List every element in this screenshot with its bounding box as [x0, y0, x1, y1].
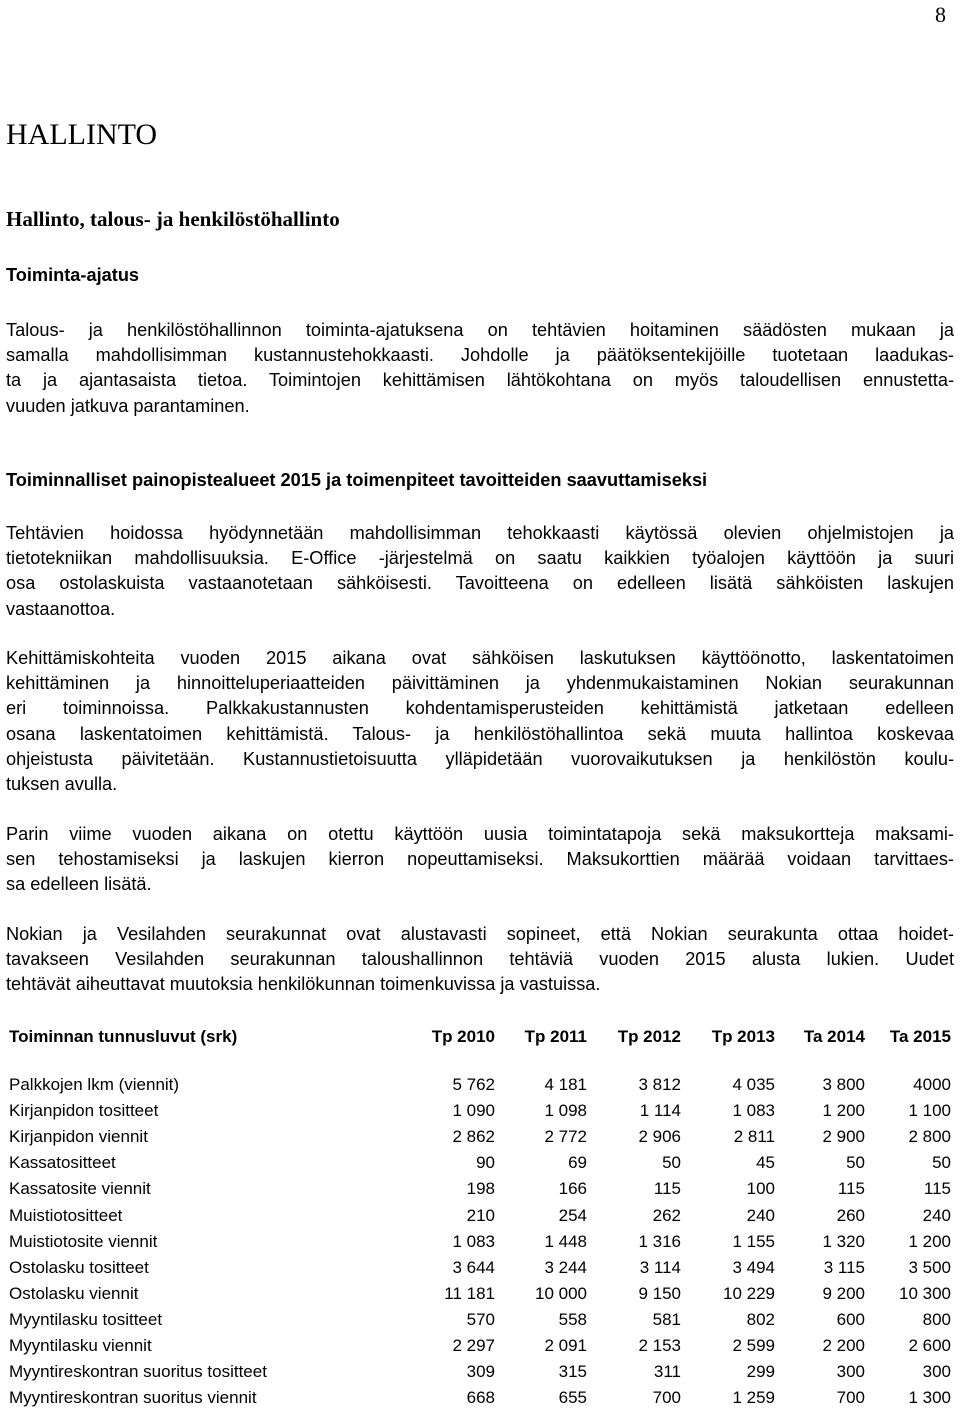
- row-value: 10 000: [535, 1283, 587, 1303]
- row-value: 2 906: [638, 1127, 681, 1147]
- key-figures-table: [9, 1021, 951, 1411]
- table-row: [9, 1124, 951, 1150]
- row-value: 311: [653, 1362, 681, 1382]
- row-value: 100: [746, 1179, 775, 1199]
- row-value: 1 090: [452, 1101, 495, 1121]
- row-value: 5 762: [452, 1075, 495, 1095]
- row-value: 2 800: [908, 1127, 951, 1147]
- main-title: HALLINTO: [6, 118, 158, 151]
- row-value: 262: [652, 1205, 681, 1225]
- row-value: 10 229: [723, 1283, 775, 1303]
- focus-paragraph-1: [6, 521, 954, 622]
- row-value: 2 297: [452, 1335, 495, 1355]
- table-header-year: Tp 2013: [711, 1026, 775, 1046]
- row-label: Kassatosite viennit: [9, 1179, 151, 1199]
- row-value: 50: [932, 1153, 951, 1173]
- row-value: 299: [746, 1362, 775, 1382]
- row-value: 558: [558, 1309, 587, 1329]
- row-value: 1 316: [638, 1231, 681, 1251]
- table-header-year: Tp 2010: [431, 1026, 495, 1046]
- text-line: Tehtävien hoidossa hyödynnetään mahdollisimman tehokkaasti käytössä olevien ohjelmistojen ja: [6, 523, 954, 543]
- text-line: samalla mahdollisimman kustannustehokkaasti. Johdolle ja päätöksentekijöille tuotetaan laadukas-: [6, 345, 954, 366]
- row-value: 3 800: [822, 1075, 865, 1095]
- row-value: 300: [836, 1362, 865, 1382]
- table-header-year: Tp 2011: [524, 1026, 587, 1046]
- row-value: 50: [846, 1153, 865, 1173]
- focus-paragraph-3: [6, 822, 954, 898]
- row-value: 2 599: [732, 1335, 775, 1355]
- row-value: 10 300: [899, 1283, 951, 1303]
- row-value: 2 862: [452, 1127, 495, 1147]
- row-value: 69: [568, 1153, 587, 1173]
- row-value: 2 772: [544, 1127, 587, 1147]
- text-line: Nokian ja Vesilahden seurakunnat ovat alustavasti sopineet, että Nokian seurakunta ottaa hoidet-: [6, 924, 954, 944]
- row-value: 210: [466, 1205, 495, 1225]
- row-label: Muistiotosite viennit: [9, 1231, 158, 1251]
- row-value: 3 500: [908, 1257, 951, 1277]
- text-line: tietotekniikan mahdollisuuksia. E-Office -järjestelmä on saatu kaikkien työalojen käyttöön ja suuri: [6, 548, 954, 569]
- row-label: Myyntilasku tositteet: [9, 1309, 163, 1329]
- table-row: [9, 1202, 951, 1228]
- table-row: [9, 1229, 951, 1255]
- row-value: 802: [746, 1309, 775, 1329]
- table-row: [9, 1281, 951, 1307]
- row-value: 1 083: [732, 1101, 775, 1121]
- row-label: Ostolasku tositteet: [9, 1257, 149, 1277]
- row-value: 4000: [913, 1075, 951, 1095]
- row-value: 166: [558, 1179, 587, 1199]
- row-value: 254: [558, 1205, 587, 1225]
- row-value: 240: [746, 1205, 775, 1225]
- table-header-year: Ta 2014: [803, 1026, 865, 1046]
- row-value: 1 200: [822, 1101, 865, 1121]
- text-line: sen tehostamiseksi ja laskujen kierron nopeuttamiseksi. Maksukorttien määrää voidaan tarvittaes-: [6, 849, 954, 870]
- row-label: Myyntilasku viennit: [9, 1335, 152, 1355]
- row-value: 1 259: [732, 1388, 775, 1408]
- focus-paragraph-2: [6, 646, 954, 797]
- row-value: 1 155: [732, 1231, 775, 1251]
- row-label: Kirjanpidon viennit: [9, 1127, 148, 1147]
- row-value: 9 200: [822, 1283, 865, 1303]
- row-value: 2 900: [822, 1127, 865, 1147]
- mission-heading: Toiminta-ajatus: [6, 265, 140, 285]
- table-row: [9, 1359, 951, 1385]
- row-value: 300: [922, 1362, 951, 1382]
- row-value: 1 448: [544, 1231, 587, 1251]
- row-value: 1 100: [908, 1101, 951, 1121]
- row-value: 50: [662, 1153, 681, 1173]
- row-value: 3 644: [452, 1257, 495, 1277]
- text-line: osana laskentatoimen kehittämistä. Talous- ja henkilöstöhallintoa sekä muuta hallintoa koskevaa: [6, 723, 954, 744]
- row-value: 3 114: [639, 1257, 681, 1277]
- row-value: 1 083: [452, 1231, 495, 1251]
- row-value: 11 181: [444, 1283, 495, 1303]
- row-value: 198: [466, 1179, 495, 1199]
- table-row: [9, 1255, 951, 1281]
- row-label: Myyntireskontran suoritus viennit: [9, 1388, 257, 1408]
- row-value: 240: [922, 1205, 951, 1225]
- row-value: 700: [836, 1388, 865, 1408]
- row-label: Myyntireskontran suoritus tositteet: [9, 1362, 267, 1382]
- table-row: [9, 1098, 951, 1124]
- table-row: [9, 1072, 951, 1098]
- table-row: [9, 1150, 951, 1176]
- row-value: 1 320: [822, 1231, 865, 1251]
- mission-paragraph: [6, 318, 954, 419]
- table-row: [9, 1333, 951, 1359]
- table-header-row: [9, 1021, 951, 1052]
- table-header-year: Tp 2012: [617, 1026, 681, 1046]
- row-value: 3 244: [544, 1257, 587, 1277]
- text-line: kehittäminen ja hinnoitteluperiaatteiden päivittäminen ja yhdenmukaistaminen Nokian seurakunnan: [6, 673, 954, 694]
- row-label: Kassatositteet: [9, 1153, 116, 1173]
- row-value: 90: [476, 1153, 495, 1173]
- row-value: 260: [836, 1205, 865, 1225]
- table-row: [9, 1176, 951, 1202]
- text-line: osa ostolaskuista vastaanotetaan sähköisesti. Tavoitteena on edelleen lisätä sähköisten laskujen: [6, 573, 954, 594]
- text-line: tehtävät aiheuttavat muutoksia henkilökunnan toimenkuvissa ja vastuissa.: [6, 974, 601, 995]
- row-value: 2 091: [544, 1335, 587, 1355]
- row-label: Kirjanpidon tositteet: [9, 1101, 159, 1121]
- row-value: 1 200: [908, 1231, 951, 1251]
- text-line: sa edelleen lisätä.: [6, 874, 152, 895]
- row-label: Muistiotositteet: [9, 1205, 123, 1225]
- page-number: 8: [935, 2, 946, 27]
- section-title: Hallinto, talous- ja henkilöstöhallinto: [6, 207, 340, 231]
- table-body: [9, 1052, 951, 1411]
- row-value: 3 812: [638, 1075, 681, 1095]
- row-value: 3 494: [732, 1257, 775, 1277]
- row-value: 115: [653, 1179, 681, 1199]
- table-row: [9, 1307, 951, 1333]
- row-value: 581: [652, 1309, 681, 1329]
- row-value: 1 300: [908, 1388, 951, 1408]
- text-line: vuuden jatkuva parantaminen.: [6, 395, 250, 416]
- table-spacer: [9, 1052, 951, 1072]
- row-value: 800: [922, 1309, 951, 1329]
- row-value: 3 115: [823, 1257, 865, 1277]
- row-value: 315: [558, 1362, 587, 1382]
- row-value: 9 150: [638, 1283, 681, 1303]
- text-line: Kehittämiskohteita vuoden 2015 aikana ovat sähköisen laskutuksen käyttöönotto, laskentatoimen: [6, 648, 954, 668]
- row-label: Ostolasku viennit: [9, 1283, 139, 1303]
- row-value: 115: [923, 1179, 951, 1199]
- row-value: 1 114: [639, 1101, 681, 1121]
- text-line: eri toiminnoissa. Palkkakustannusten kohdentamisperusteiden kehittämistä jatketaan edelleen: [6, 698, 954, 719]
- text-line: ohjeistusta päivitetään. Kustannustietoisuutta ylläpidetään vuorovaikutuksen ja henkilöstön koulu-: [6, 748, 954, 769]
- table-row: [9, 1385, 951, 1411]
- text-line: tuksen avulla.: [6, 774, 118, 795]
- row-value: 4 181: [544, 1075, 587, 1095]
- row-value: 309: [466, 1362, 495, 1382]
- text-line: Parin viime vuoden aikana on otettu käyttöön uusia toimintatapoja sekä maksukortteja maksami-: [6, 824, 954, 844]
- row-value: 668: [466, 1388, 495, 1408]
- row-value: 600: [836, 1309, 865, 1329]
- text-line: tavakseen Vesilahden seurakunnan taloushallinnon tehtäviä vuoden 2015 alusta lukien. Uudet: [6, 949, 954, 970]
- row-value: 2 200: [822, 1335, 865, 1355]
- row-value: 115: [837, 1179, 865, 1199]
- row-value: 2 811: [733, 1127, 775, 1147]
- text-line: ta ja ajantasaista tietoa. Toimintojen kehittämisen lähtökohtana on myös taloudellisen ennustetta-: [6, 370, 954, 391]
- text-line: Talous- ja henkilöstöhallinnon toiminta-ajatuksena on tehtävien hoitaminen säädösten mukaan ja: [6, 320, 954, 340]
- row-value: 700: [652, 1388, 681, 1408]
- row-value: 45: [756, 1153, 775, 1173]
- table-header-year: Ta 2015: [889, 1026, 951, 1046]
- row-value: 2 153: [638, 1335, 681, 1355]
- focus-heading: Toiminnalliset painopistealueet 2015 ja toimenpiteet tavoitteiden saavuttamiseksi: [6, 470, 708, 490]
- focus-paragraph-4: [6, 922, 954, 998]
- text-line: vastaanottoa.: [6, 598, 116, 619]
- row-value: 570: [466, 1309, 495, 1329]
- row-value: 2 600: [908, 1335, 951, 1355]
- table-header-label: Toiminnan tunnusluvut (srk): [9, 1026, 238, 1046]
- row-value: 4 035: [732, 1075, 775, 1095]
- row-label: Palkkojen lkm (viennit): [9, 1075, 180, 1095]
- row-value: 655: [558, 1388, 587, 1408]
- row-value: 1 098: [544, 1101, 587, 1121]
